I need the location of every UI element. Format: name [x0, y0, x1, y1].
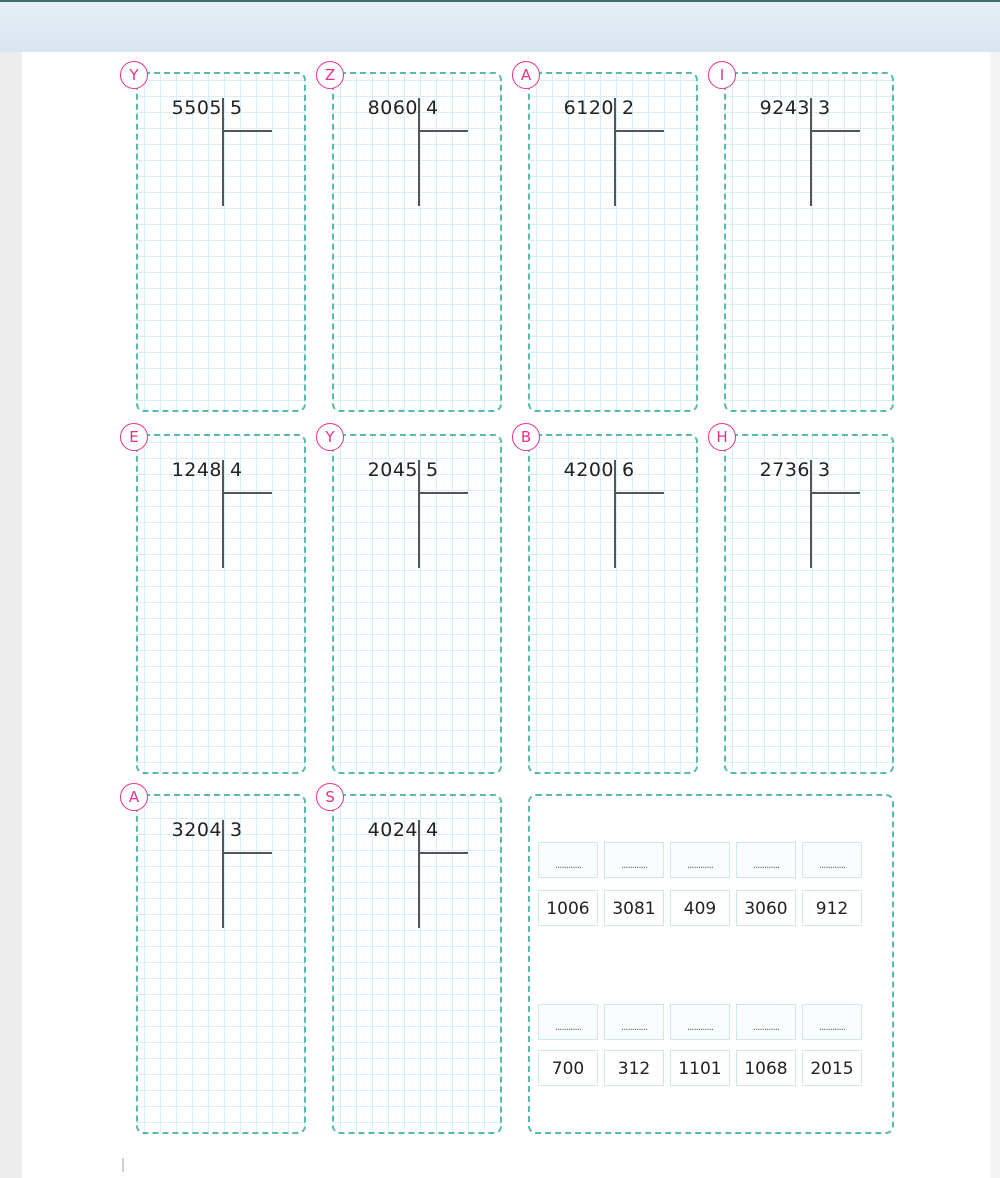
problem-letter: E	[120, 423, 148, 451]
problem-card-7[interactable]	[520, 428, 698, 774]
division-bar-horizontal	[418, 130, 468, 132]
answer-number: 1006	[538, 890, 598, 926]
dividend: 8060	[367, 97, 418, 119]
division-bar-vertical	[810, 460, 812, 568]
divisor: 2	[622, 97, 635, 119]
dividend: 3204	[171, 819, 222, 841]
division-bar-vertical	[810, 98, 812, 206]
divisor: 5	[230, 97, 243, 119]
answer-number-row-2	[538, 1050, 862, 1086]
division-bar-vertical	[222, 820, 224, 928]
divisor: 5	[426, 459, 439, 481]
long-division	[334, 458, 504, 568]
answer-number: 3081	[604, 890, 664, 926]
problem-card-4[interactable]	[719, 66, 894, 412]
answer-blank[interactable]: ............	[604, 842, 664, 878]
problem-card-1[interactable]	[129, 66, 306, 412]
answer-blank[interactable]: ............	[604, 1004, 664, 1040]
answer-blank[interactable]: ............	[670, 842, 730, 878]
long-division	[334, 818, 504, 928]
divisor: 6	[622, 459, 635, 481]
problem-card-6[interactable]	[325, 428, 502, 774]
answer-blank-row-1	[538, 842, 862, 878]
problem-card-5[interactable]	[129, 428, 306, 774]
problem-card-2[interactable]	[324, 66, 502, 412]
dividend: 6120	[563, 97, 614, 119]
division-bar-horizontal	[222, 130, 272, 132]
problem-letter: B	[512, 423, 540, 451]
long-division	[726, 458, 896, 568]
answer-blank-row-2	[538, 1004, 862, 1040]
dividend: 4024	[367, 819, 418, 841]
problem-letter: Z	[316, 61, 344, 89]
answer-blank[interactable]: ............	[802, 1004, 862, 1040]
dividend: 4200	[563, 459, 614, 481]
division-bar-vertical	[418, 460, 420, 568]
answer-blank[interactable]: ............	[802, 842, 862, 878]
left-margin	[0, 52, 22, 1178]
division-bar-vertical	[614, 98, 616, 206]
division-bar-vertical	[222, 460, 224, 568]
dividend: 2045	[367, 459, 418, 481]
problem-letter: I	[708, 61, 736, 89]
divisor: 3	[230, 819, 243, 841]
answer-blank[interactable]: ............	[670, 1004, 730, 1040]
long-division	[530, 458, 700, 568]
answer-blank[interactable]: ............	[736, 1004, 796, 1040]
long-division	[138, 458, 308, 568]
divisor: 3	[818, 459, 831, 481]
answer-number: 1101	[670, 1050, 730, 1086]
problem-card-3[interactable]	[520, 66, 698, 412]
problem-letter: Y	[316, 423, 344, 451]
answer-blank[interactable]: ............	[538, 1004, 598, 1040]
answer-number: 312	[604, 1050, 664, 1086]
answer-number: 1068	[736, 1050, 796, 1086]
problem-card-8[interactable]	[716, 428, 894, 774]
answer-blank[interactable]: ............	[736, 842, 796, 878]
division-bar-vertical	[418, 820, 420, 928]
division-bar-horizontal	[810, 130, 860, 132]
division-bar-vertical	[614, 460, 616, 568]
long-division	[138, 96, 308, 206]
problem-letter: H	[708, 423, 736, 451]
division-bar-horizontal	[614, 492, 664, 494]
division-bar-horizontal	[810, 492, 860, 494]
divisor: 3	[818, 97, 831, 119]
dividend: 9243	[759, 97, 810, 119]
division-bar-horizontal	[418, 852, 468, 854]
answer-blank[interactable]: ............	[538, 842, 598, 878]
divisor: 4	[230, 459, 243, 481]
problem-card-10[interactable]	[325, 788, 502, 1134]
problem-letter: Y	[120, 61, 148, 89]
long-division	[334, 96, 504, 206]
dividend: 5505	[171, 97, 222, 119]
division-bar-horizontal	[614, 130, 664, 132]
answer-number: 700	[538, 1050, 598, 1086]
problem-card-9[interactable]	[128, 788, 306, 1134]
divisor: 4	[426, 97, 439, 119]
answer-number-row-1	[538, 890, 862, 926]
problem-letter: A	[512, 61, 540, 89]
worksheet	[22, 52, 990, 1178]
dividend: 2736	[759, 459, 810, 481]
dividend: 1248	[171, 459, 222, 481]
answer-number: 409	[670, 890, 730, 926]
divisor: 4	[426, 819, 439, 841]
division-bar-horizontal	[222, 852, 272, 854]
long-division	[726, 96, 896, 206]
answer-number: 912	[802, 890, 862, 926]
answer-number: 3060	[736, 890, 796, 926]
problem-letter: A	[120, 783, 148, 811]
division-bar-horizontal	[222, 492, 272, 494]
problem-letter: S	[316, 783, 344, 811]
footer-mark	[122, 1158, 124, 1172]
long-division	[138, 818, 308, 928]
long-division	[530, 96, 700, 206]
answer-panel	[528, 794, 894, 1134]
division-bar-horizontal	[418, 492, 468, 494]
answer-number: 2015	[802, 1050, 862, 1086]
top-bar	[0, 0, 1000, 52]
division-bar-vertical	[418, 98, 420, 206]
division-bar-vertical	[222, 98, 224, 206]
